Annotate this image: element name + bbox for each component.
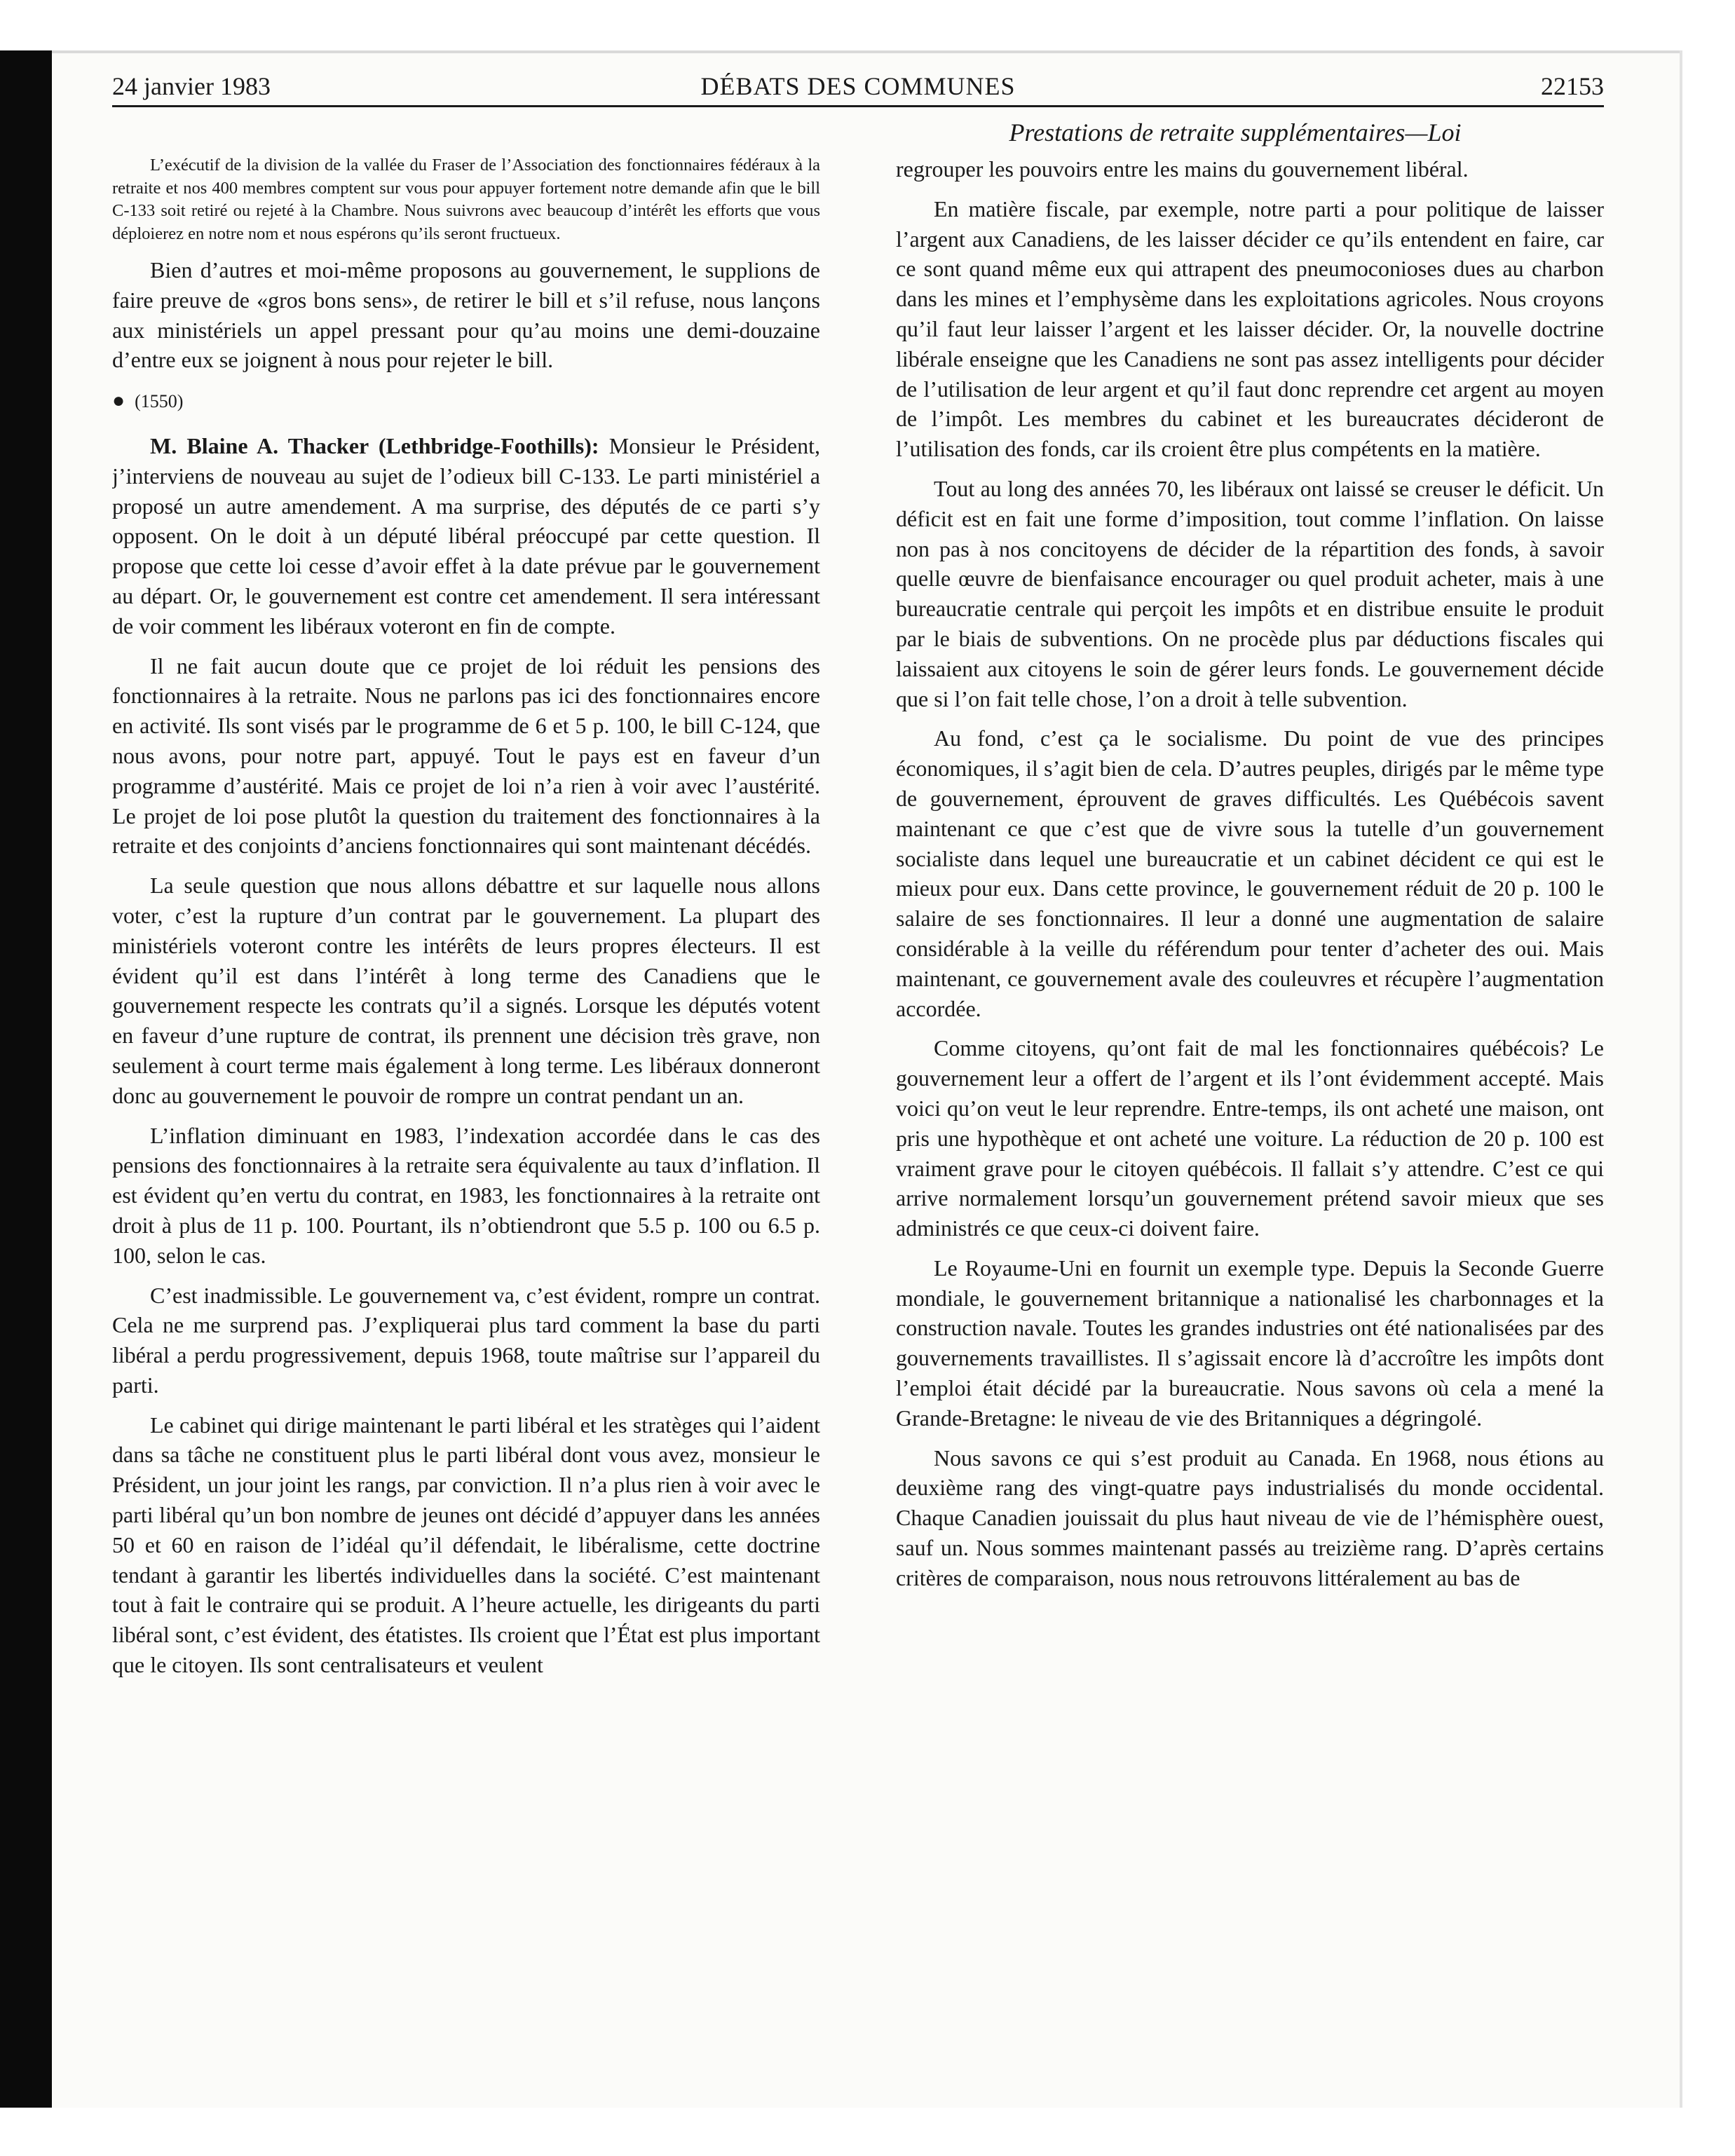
- scan-border-left: [0, 50, 52, 2108]
- speaker-name: M. Blaine A. Thacker (Lethbridge-Foothills):: [150, 432, 599, 458]
- quoted-letter: L’exécutif de la division de la vallée du Fraser de l’Association des fonctionnaires fédéraux à la retraite et nos 400 membres comptent sur vous pour appuyer fortement notre demande afin que le bill C-133 soit retiré ou rejeté à la Chambre. Nous suivrons avec beaucoup d’intérêt les efforts que vous déploierez en notre nom et nous espérons qu’ils seront fructueux.: [112, 156, 820, 243]
- paragraph: Le Royaume-Uni en fournit un exemple type. Depuis la Seconde Guerre mondiale, le gouvernement britannique a nationalisé les charbonnages et la construction navale. Toutes les grandes industries ont été nationalisées par des gouvernements travaillistes. Il s’agissait encore là d’accroître les impôts dont l’emploi était décidé par la bureaucratie. Nous savons où cela a mené la Grande-Bretagne: le niveau de vie des Britanniques a dégringolé.: [896, 1255, 1604, 1431]
- paragraph: Nous savons ce qui s’est produit au Canada. En 1968, nous étions au deuxième rang des vingt-quatre pays industrialisés du monde occidental. Chaque Canadien jouissait du plus haut niveau de vie de l’hémisphère ouest, sauf un. Nous sommes maintenant passés au treizième rang. D’après certains critères de comparaison, nous nous retrouvons littéralement au bas de: [896, 1445, 1604, 1590]
- header-title: DÉBATS DES COMMUNES: [700, 72, 1016, 100]
- right-column: [896, 154, 1604, 2075]
- header-page-number: 22153: [1541, 72, 1604, 100]
- running-title: Prestations de retraite supplémentaires—Loi: [1009, 118, 1462, 146]
- page-header: [112, 69, 1604, 104]
- left-column: [112, 154, 820, 2075]
- paragraph: Il ne fait aucun doute que ce projet de loi réduit les pensions des fonctionnaires à la retraite. Nous ne parlons pas ici des fonctionnaires encore en activité. Ils sont visés par le programme de 6 et 5 p. 100, le bill C-124, que nous avons, pour notre part, appuyé. Tout le pays est en faveur d’un programme d’austérité. Mais ce projet de loi n’a rien à voir avec l’austérité. Le projet de loi pose plutôt la question du traitement des fonctionnaires à la retraite et des conjoints d’anciens fonctionnaires qui sont maintenant décédés.: [112, 653, 820, 859]
- bullet-icon: ●: [112, 389, 125, 413]
- paragraph: L’inflation diminuant en 1983, l’indexation accordée dans le cas des pensions des fonctionnaires à la retraite sera équivalente au taux d’inflation. Il est évident qu’en vertu du contrat, en 1983, les fonctionnaires à la retraite ont droit à plus de 11 p. 100. Pourtant, ils n’obtiendront que 5.5 p. 100 ou 6.5 p. 100, selon le cas.: [112, 1122, 820, 1268]
- paragraph: C’est inadmissible. Le gouvernement va, c’est évident, rompre un contrat. Cela ne me surprend pas. J’expliquerai plus tard comment la base du parti libéral a perdu progressivement, depuis 1968, toute maîtrise sur l’appareil du parti.: [112, 1282, 820, 1398]
- speech-text: Monsieur le Président, j’interviens de nouveau au sujet de l’odieux bill C-133. Le parti ministériel a proposé un autre amendement. A ma surprise, des députés de ce parti s’y opposent. On le doit à un député libéral préoccupé par cette question. Il propose que cette loi cesse d’avoir effet à la date prévue par le gouvernement au départ. Or, le gouvernement est contre cet amendement. Il sera intéressant de voir comment les libéraux voteront en fin de compte.: [112, 432, 820, 639]
- time-marker: [112, 386, 820, 417]
- paragraph: Au fond, c’est ça le socialisme. Du point de vue des principes économiques, il s’agit bien de cela. D’autres peuples, dirigés par le même type de gouvernement, éprouvent de graves difficultés. Les Québécois savent maintenant ce que c’est que de vivre sous la tutelle d’un gouvernement socialiste dans lequel une bureaucratie et un cabinet décident ce qui est le mieux pour eux. Dans cette province, le gouvernement réduit de 20 p. 100 le salaire de ses fonctionnaires. Il leur a donné une augmentation de salaire considérable à la veille du référendum pour tenter d’acheter des oui. Mais maintenant, ce gouvernement avale des couleuvres et récupère l’augmentation accordée.: [896, 725, 1604, 1021]
- header-date: 24 janvier 1983: [112, 72, 271, 100]
- paragraph: Tout au long des années 70, les libéraux ont laissé se creuser le déficit. Un déficit est en fait une forme d’imposition, tout comme l’inflation. On laisse non pas à nos concitoyens de décider de la répartition des fonds, à savoir quelle œuvre de bienfaisance encourager ou quel produit acheter, mais à une bureaucratie centrale qui perçoit les impôts et en distribue ensuite le produit par le biais de subventions. On ne procède plus par déductions fiscales qui laissaient aux citoyens le soin de gérer leurs fonds. Le gouvernement décide que si l’on fait telle chose, l’on a droit à telle subvention.: [896, 475, 1604, 711]
- scan-border-right: [1680, 50, 1682, 2108]
- paragraph: La seule question que nous allons débattre et sur laquelle nous allons voter, c’est la rupture d’un contrat par le gouvernement. La plupart des ministériels voteront contre les intérêts de leurs propres électeurs. Il est évident qu’il est dans l’intérêt à long terme des Canadiens que le gouvernement respecte les contrats qu’il a signés. Lorsque les députés votent en faveur d’une rupture de contrat, ils prennent une décision très grave, non seulement à court terme mais également à long terme. Les libéraux donneront donc au gouvernement le pouvoir de rompre un contrat pendant un an.: [112, 873, 820, 1108]
- paragraph: En matière fiscale, par exemple, notre parti a pour politique de laisser l’argent aux Canadiens, de les laisser décider ce qu’ils entendent en faire, car ce sont quand même eux qui attrapent des pneumoconioses dues au charbon dans les mines et l’emphysème dans les exploitations agricoles. Nous croyons qu’il faut leur laisser l’argent et les laisser décider. Or, la nouvelle doctrine libérale enseigne que les Canadiens ne sont pas assez intelligents pour décider de l’utilisation de leur argent et qu’il faut donc reprendre cet argent au moyen de l’impôt. Les membres du cabinet et les bureaucrates décideront de l’utilisation des fonds, car ils croient être plus compétents en la matière.: [896, 196, 1604, 462]
- paragraph: Comme citoyens, qu’ont fait de mal les fonctionnaires québécois? Le gouvernement leur a offert de l’argent et ils l’ont évidemment accepté. Mais voici qu’on veut le leur reprendre. Entre-temps, ils ont acheté une maison, ont pris une hypothèque et ont acheté une voiture. La réduction de 20 p. 100 est vraiment grave pour le citoyen québécois. Il fallait s’y attendre. C’est ce qui arrive normalement lorsqu’un gouvernement prétend savoir mieux que ses administrés ce que ceux-ci doivent faire.: [896, 1035, 1604, 1241]
- speech-paragraph: [112, 431, 820, 641]
- time-marker-text: (1550): [135, 391, 184, 412]
- paragraph: Bien d’autres et moi-même proposons au gouvernement, le supplions de faire preuve de «gros bons sens», de retirer le bill et s’il refuse, nous lançons aux ministériels un appel pressant pour qu’au moins une demi-douzaine d’entre eux se joignent à nous pour rejeter le bill.: [112, 257, 820, 373]
- paragraph-continuation: regrouper les pouvoirs entre les mains du gouvernement libéral.: [896, 156, 1469, 182]
- header-rule: [112, 105, 1604, 107]
- paragraph: Le cabinet qui dirige maintenant le parti libéral et les stratèges qui l’aident dans sa tâche ne constituent plus le parti libéral dont vous avez, monsieur le Président, un jour joint les rangs, par conviction. Il n’a plus rien à voir avec le parti libéral qu’un bon nombre de jeunes ont décidé d’appuyer dans les années 50 et 60 en raison de l’idéal qu’il défendait, le libéralisme, cette doctrine tendant à garantir les libertés individuelles dans la société. C’est maintenant tout à fait le contraire qui se produit. A l’heure actuelle, les dirigeants du parti libéral sont, c’est évident, des étatistes. Ils croient que l’État est plus important que le citoyen. Ils sont centralisateurs et veulent: [112, 1412, 820, 1678]
